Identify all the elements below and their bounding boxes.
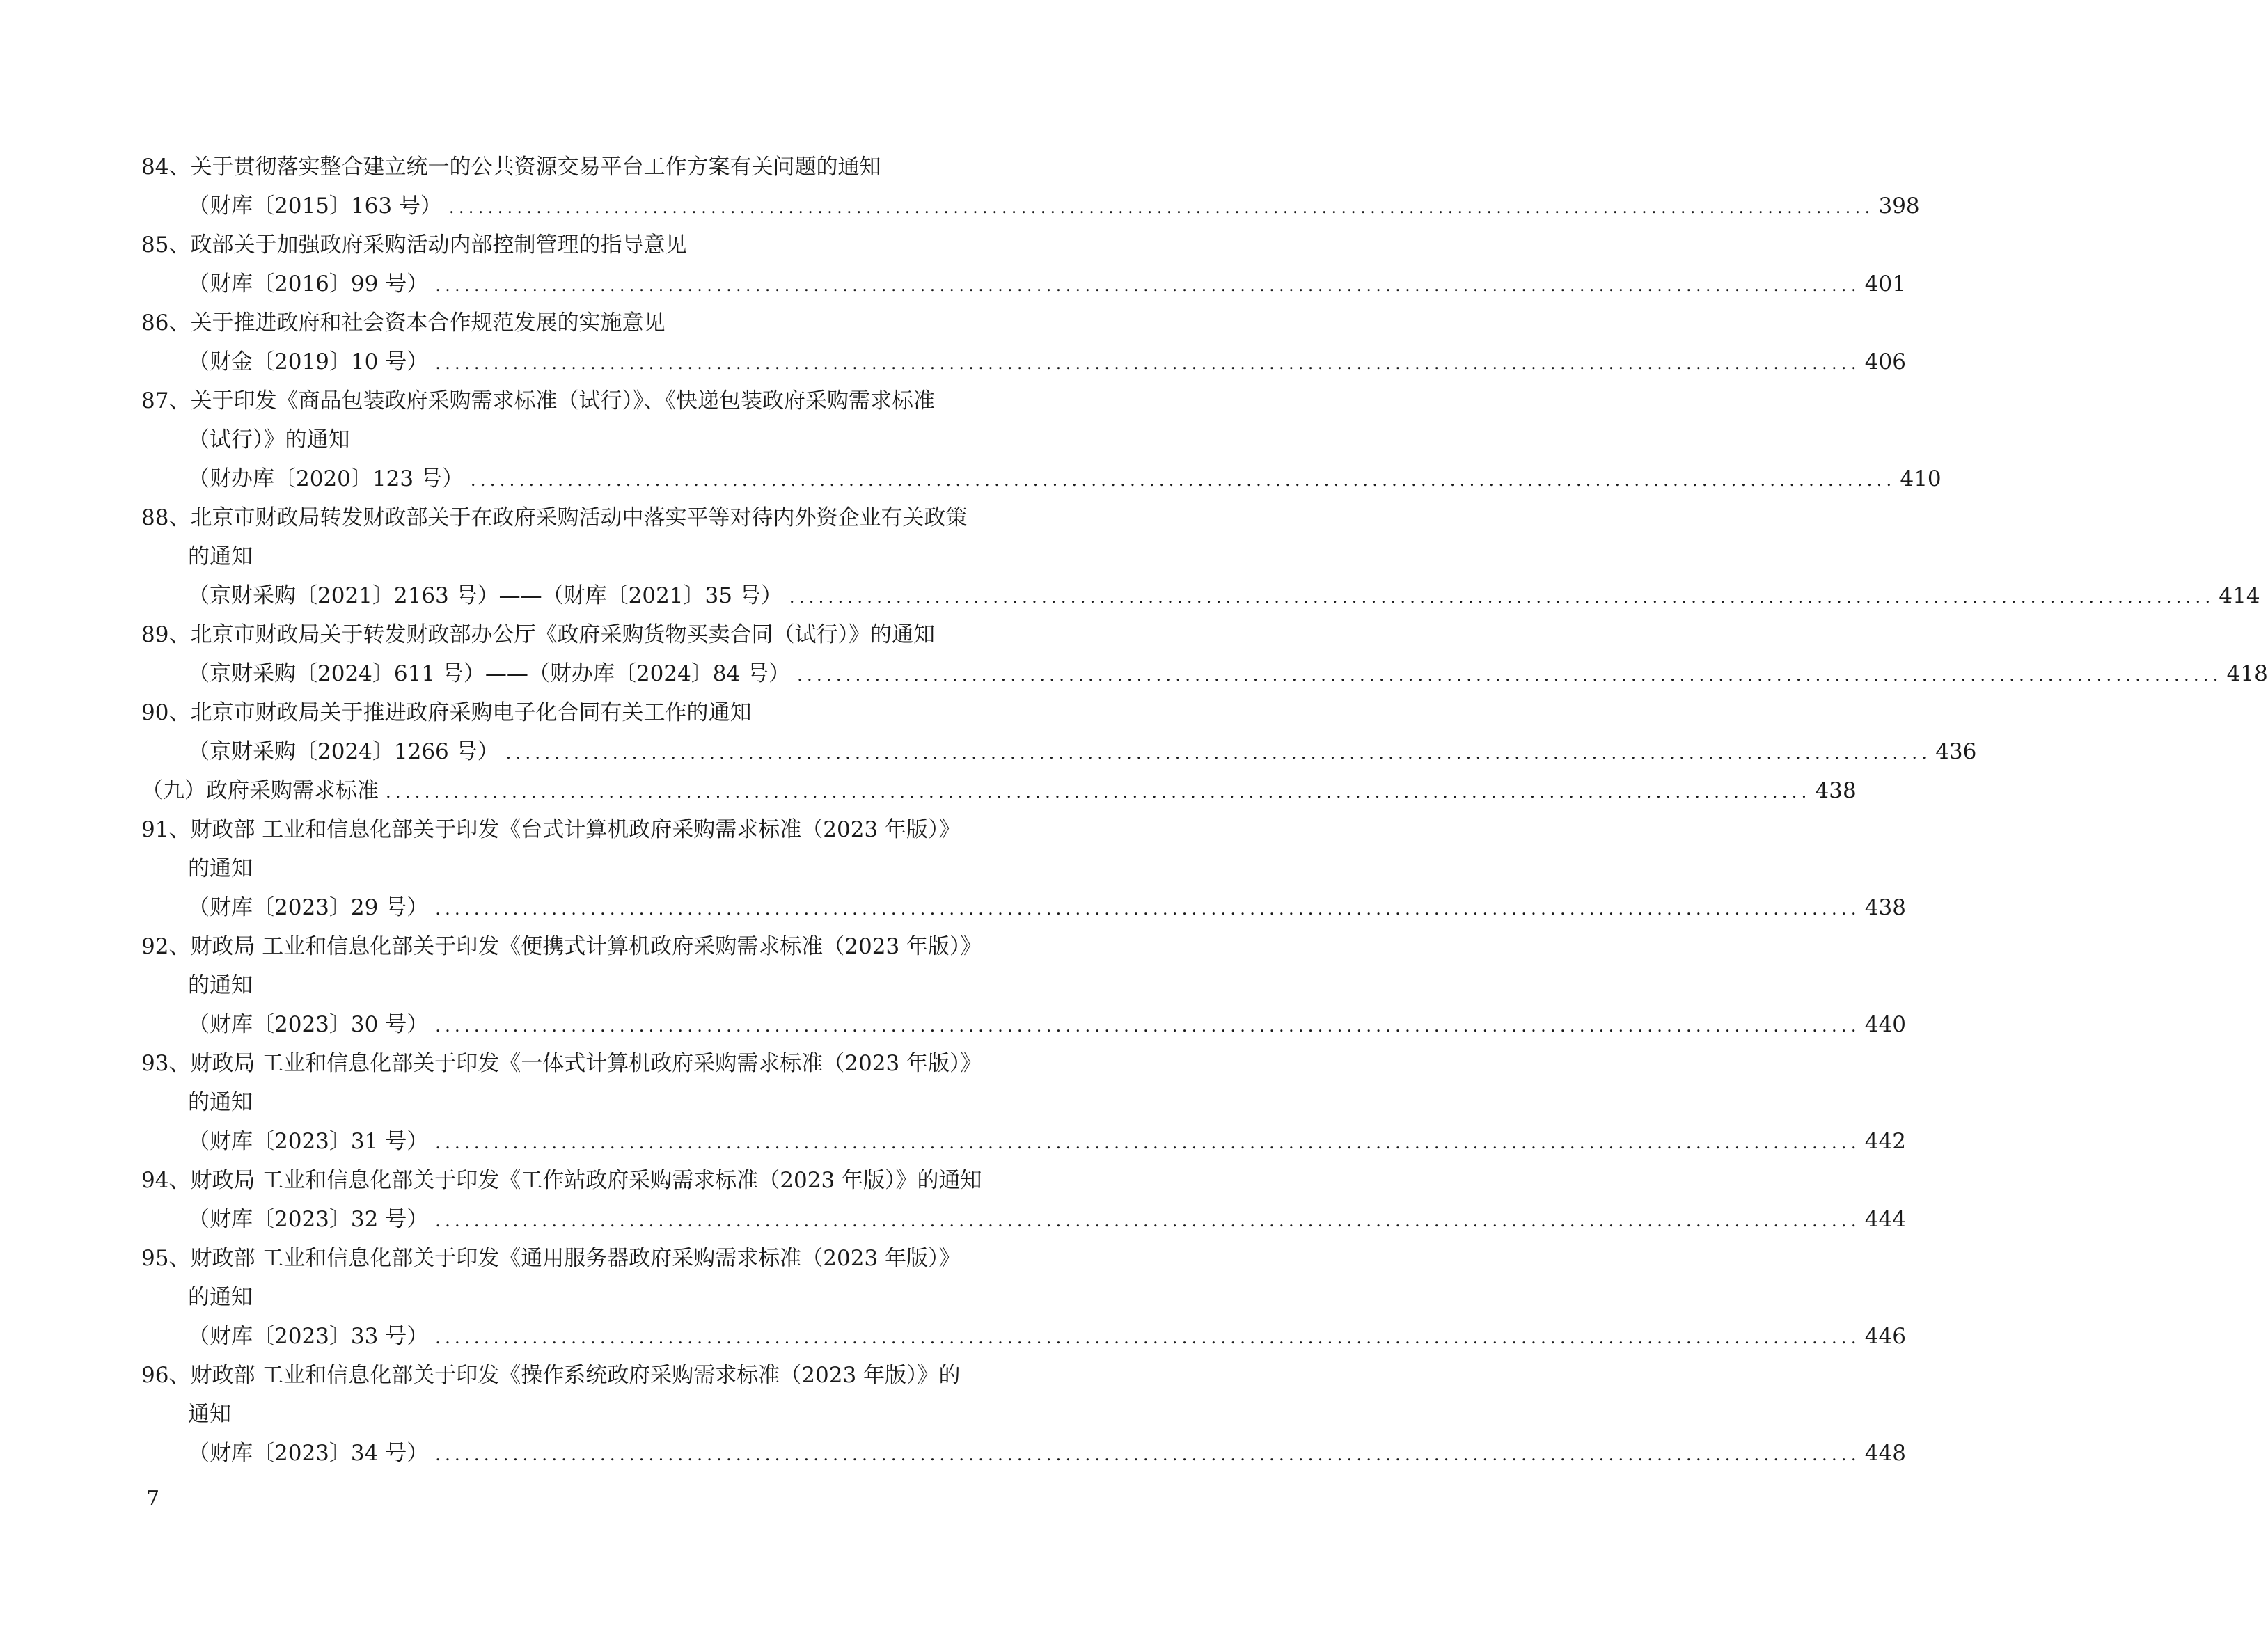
document-number: （财库〔2023〕34 号） — [188, 1441, 429, 1466]
dot-leader: ................................................................................................................................................... — [435, 1016, 1861, 1036]
dot-leader: ................................................................................................................................................... — [470, 471, 1896, 490]
toc-entry-title: 94、财政局 工业和信息化部关于印发《工作站政府采购需求标准（2023 年版）》的通知 — [141, 1168, 982, 1193]
document-number: （财库〔2023〕33 号） — [188, 1324, 429, 1349]
toc-entry-title-continuation: （试行）》的通知 — [188, 427, 350, 452]
document-number: （财库〔2023〕31 号） — [188, 1129, 429, 1154]
toc-entry-title: 89、北京市财政局关于转发财政部办公厅《政府采购货物买卖合同（试行）》的通知 — [141, 622, 935, 647]
toc-entry-reference — [0, 888, 1906, 927]
toc-entry-reference — [0, 1317, 1906, 1356]
toc-page-number: 446 — [1864, 1324, 1906, 1349]
toc-entry-title: 85、政部关于加强政府采购活动内部控制管理的指导意见 — [141, 232, 687, 258]
document-number: （财库〔2016〕99 号） — [188, 271, 429, 297]
toc-entry-title: 96、财政部 工业和信息化部关于印发《操作系统政府采购需求标准（2023 年版）》的 — [141, 1363, 961, 1388]
toc-page-number: 418 — [2226, 661, 2268, 686]
toc-page-number: 401 — [1864, 271, 1906, 297]
toc-page-number: 448 — [1864, 1441, 1906, 1466]
dot-leader: ................................................................................................................................................... — [435, 1133, 1861, 1153]
toc-entry-title: 90、北京市财政局关于推进政府采购电子化合同有关工作的通知 — [141, 700, 752, 725]
toc-entry-title-continuation: 的通知 — [188, 1285, 253, 1310]
dot-leader: ................................................................................................................................................... — [789, 587, 2215, 607]
section-title: （九）政府采购需求标准 — [141, 778, 379, 803]
document-number: （财金〔2019〕10 号） — [188, 349, 429, 374]
document-number: （财库〔2023〕30 号） — [188, 1012, 429, 1037]
toc-page-number: 398 — [1878, 193, 1920, 219]
toc-entry-title: 88、北京市财政局转发财政部关于在政府采购活动中落实平等对待内外资企业有关政策 — [141, 505, 968, 530]
toc-page-number: 438 — [1864, 895, 1906, 920]
toc-entry-title: 87、关于印发《商品包装政府采购需求标准（试行）》、《快递包装政府采购需求标准 — [141, 388, 935, 413]
toc-entry-reference — [0, 576, 2260, 615]
toc-entry-reference — [0, 264, 1906, 303]
toc-entry-reference — [0, 459, 1942, 498]
toc-entry-reference — [0, 1122, 1906, 1161]
toc-entry-title-continuation: 的通知 — [188, 544, 253, 569]
dot-leader: ................................................................................................................................................... — [435, 354, 1861, 373]
toc-entry-reference — [0, 187, 1920, 226]
toc-page-number: 444 — [1864, 1207, 1906, 1232]
toc-entry-reference — [0, 732, 1977, 771]
dot-leader: ................................................................................................................................................... — [435, 276, 1861, 295]
dot-leader: ................................................................................................................................................... — [797, 665, 2223, 685]
document-number: （财库〔2015〕163 号） — [188, 193, 442, 219]
toc-entry-reference — [0, 1200, 1906, 1239]
dot-leader: ................................................................................................................................................... — [435, 1328, 1861, 1348]
dot-leader: ................................................................................................................................................... — [435, 1445, 1861, 1464]
toc-page-number: 406 — [1864, 349, 1906, 374]
dot-leader: ................................................................................................................................................... — [435, 899, 1861, 919]
dot-leader: ................................................................................................................................................... — [448, 198, 1875, 217]
document-number: （财库〔2023〕29 号） — [188, 895, 429, 920]
document-number: （财库〔2023〕32 号） — [188, 1207, 429, 1232]
page-number: 7 — [146, 1487, 160, 1511]
document-number: （京财采购〔2024〕611 号）——（财办库〔2024〕84 号） — [188, 661, 791, 686]
toc-entry-reference — [0, 654, 2268, 693]
toc-entry-title-continuation: 的通知 — [188, 973, 253, 998]
toc-entry-reference — [0, 1005, 1906, 1044]
dot-leader: ................................................................................................................................................... — [386, 782, 1811, 802]
toc-entry-title: 86、关于推进政府和社会资本合作规范发展的实施意见 — [141, 310, 666, 335]
table-of-contents — [0, 148, 2268, 1473]
toc-entry-reference — [0, 1434, 1906, 1473]
toc-page-number: 414 — [2219, 583, 2260, 608]
toc-page-number: 442 — [1864, 1129, 1906, 1154]
toc-section-heading — [0, 771, 1857, 810]
toc-page-number: 410 — [1900, 466, 1942, 491]
document-number: （财办库〔2020〕123 号） — [188, 466, 464, 491]
toc-entry-title: 84、关于贯彻落实整合建立统一的公共资源交易平台工作方案有关问题的通知 — [141, 155, 881, 180]
toc-entry-reference — [0, 342, 1906, 381]
document-number: （京财采购〔2024〕1266 号） — [188, 739, 499, 764]
document-number: （京财采购〔2021〕2163 号）——（财库〔2021〕35 号） — [188, 583, 782, 608]
toc-entry-title: 91、财政部 工业和信息化部关于印发《台式计算机政府采购需求标准（2023 年版）》 — [141, 817, 961, 842]
dot-leader: ................................................................................................................................................... — [435, 1211, 1861, 1231]
toc-entry-title-continuation: 的通知 — [188, 1090, 253, 1115]
toc-entry-title-continuation: 通知 — [188, 1402, 231, 1427]
toc-entry-title: 95、财政部 工业和信息化部关于印发《通用服务器政府采购需求标准（2023 年版）》 — [141, 1246, 961, 1271]
toc-page-number: 436 — [1935, 739, 1977, 764]
toc-page-number: 438 — [1815, 778, 1857, 803]
toc-entry-title: 93、财政局 工业和信息化部关于印发《一体式计算机政府采购需求标准（2023 年版）》 — [141, 1051, 982, 1076]
toc-entry-title: 92、财政局 工业和信息化部关于印发《便携式计算机政府采购需求标准（2023 年版）》 — [141, 934, 982, 959]
dot-leader: ................................................................................................................................................... — [505, 743, 1932, 763]
toc-entry-title-continuation: 的通知 — [188, 856, 253, 881]
toc-page-number: 440 — [1864, 1012, 1906, 1037]
